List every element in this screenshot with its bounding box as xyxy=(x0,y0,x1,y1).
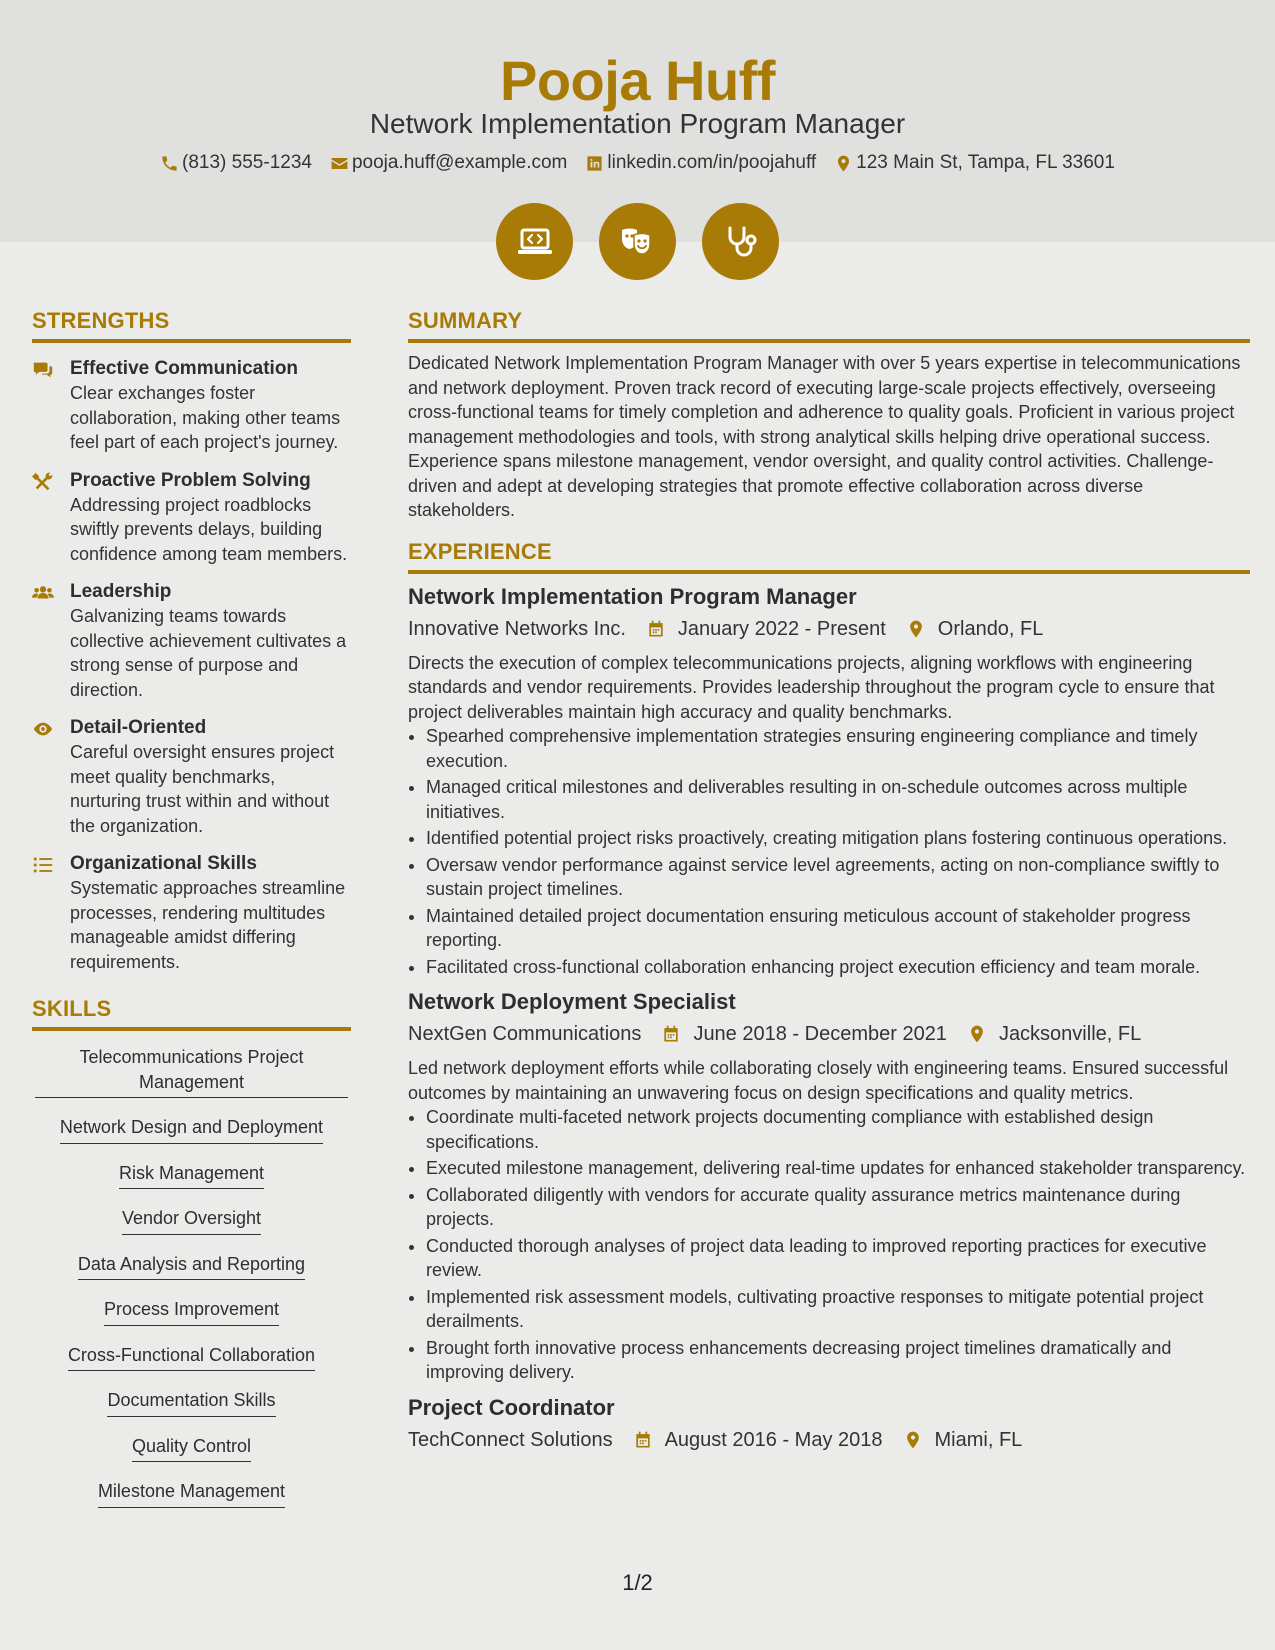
job-bullet: • Identified potential project risks proactively, creating mitigation plans fostering continuous operations. xyxy=(426,826,1250,851)
strength-item xyxy=(32,852,351,974)
candidate-name: Pooja Huff xyxy=(500,49,775,112)
strength-item xyxy=(32,357,351,455)
skill-item: Risk Management xyxy=(119,1161,264,1190)
job-dates: January 2022 - Present xyxy=(677,617,886,640)
job-bullet: • Managed critical milestones and deliverables resulting in on-schedule outcomes across multiple initiatives. xyxy=(426,775,1250,824)
skill-item: Network Design and Deployment xyxy=(60,1115,323,1144)
job-company: Innovative Networks Inc. xyxy=(408,617,626,640)
job-bullets xyxy=(408,724,1250,979)
job-entry xyxy=(408,1393,1250,1455)
skill-item: Process Improvement xyxy=(104,1297,279,1326)
summary-text: Dedicated Network Implementation Program Manager with over 5 years expertise in telecommunications and network deployment. Proven track record of executing large-scale projects effectively, overseeing cross-functional teams for timely completion and adherence to quality goals. Proficient in various project management methodologies and tools, with strong analytical skills helping drive operational success. Experience spans milestone management, vendor oversight, and quality control activities. Challenge-driven and adept at developing strategies that promote effective collaboration across diverse stakeholders. xyxy=(408,353,1241,520)
contact-bar xyxy=(0,152,1275,174)
job-bullet: • Executed milestone management, delivering real-time updates for enhanced stakeholder transparency. xyxy=(426,1156,1250,1181)
job-description: Directs the execution of complex telecommunications projects, aligning workflows with engineering standards and vendor requirements. Provides leadership throughout the program cycle to ensure that project deliverables maintain high accuracy and quality benchmarks. xyxy=(408,652,1215,722)
job-bullet: • Brought forth innovative process enhancements decreasing project timelines dramatically and improving delivery. xyxy=(426,1336,1250,1385)
job-bullet: • Conducted thorough analyses of project data leading to improved reporting practices for executive review. xyxy=(426,1234,1250,1283)
address-text: 123 Main St, Tampa, FL 33601 xyxy=(856,152,1115,173)
job-bullet: • Collaborated diligently with vendors for accurate quality assurance metrics maintenance during projects. xyxy=(426,1183,1250,1232)
job-bullet: • Maintained detailed project documentation ensuring meticulous account of stakeholder progress reporting. xyxy=(426,904,1250,953)
skill-item: Quality Control xyxy=(132,1434,251,1463)
calendar-icon xyxy=(646,619,666,639)
strengths-heading: STRENGTHS xyxy=(32,308,351,343)
strength-name: Effective Communication xyxy=(70,358,299,379)
strength-item xyxy=(32,580,351,702)
laptop-code-icon xyxy=(515,222,555,262)
job-dates: June 2018 - December 2021 xyxy=(693,1023,947,1045)
contact-address xyxy=(834,152,1115,174)
job-company: TechConnect Solutions xyxy=(408,1428,613,1451)
left-column xyxy=(32,308,351,1525)
job-location: Jacksonville, FL xyxy=(998,1023,1142,1045)
skills-heading: SKILLS xyxy=(32,996,351,1031)
job-bullet: • Facilitated cross-functional collaboration enhancing project execution efficiency and team morale. xyxy=(426,955,1250,980)
stethoscope-badge xyxy=(702,203,779,280)
strength-desc: Careful oversight ensures project meet quality benchmarks, nurturing trust within and without the organization. xyxy=(70,742,335,836)
job-dates: August 2016 - May 2018 xyxy=(664,1428,883,1451)
skill-item: Milestone Management xyxy=(98,1479,285,1508)
job-entry xyxy=(408,582,1250,980)
strength-desc: Galvanizing teams towards collective achievement cultivates a strong sense of purpose and direction. xyxy=(70,606,347,700)
strength-name: Detail-Oriented xyxy=(70,717,207,738)
experience-heading: EXPERIENCE xyxy=(408,539,1250,574)
map-pin-icon xyxy=(903,1430,923,1450)
job-meta xyxy=(408,1425,1250,1455)
calendar-icon xyxy=(661,1024,681,1044)
users-icon xyxy=(32,582,54,604)
strength-name: Proactive Problem Solving xyxy=(70,469,311,491)
job-entry xyxy=(408,987,1250,1385)
job-bullet: • Coordinate multi-faceted network projects documenting compliance with established design specifications. xyxy=(426,1105,1250,1154)
candidate-title: Network Implementation Program Manager xyxy=(369,108,906,139)
theater-masks-icon xyxy=(618,222,658,262)
job-title: Network Deployment Specialist xyxy=(408,989,736,1014)
phone-text: (813) 555-1234 xyxy=(182,152,312,173)
theater-masks-badge xyxy=(599,203,676,280)
job-meta xyxy=(408,614,1250,644)
job-bullet: • Spearhed comprehensive implementation strategies ensuring engineering compliance and timely execution. xyxy=(426,724,1250,773)
tools-icon xyxy=(32,471,54,493)
job-title: Network Implementation Program Manager xyxy=(408,583,857,609)
contact-phone[interactable] xyxy=(160,152,312,174)
map-pin-icon xyxy=(967,1024,987,1044)
interest-badges xyxy=(0,203,1275,280)
skill-item: Documentation Skills xyxy=(107,1388,275,1417)
strength-item xyxy=(32,469,351,567)
skills-list xyxy=(32,1045,351,1525)
map-pin-icon xyxy=(834,154,853,173)
job-meta xyxy=(408,1019,1250,1049)
skill-item: Data Analysis and Reporting xyxy=(78,1252,305,1281)
strength-item xyxy=(32,716,351,838)
strength-desc: Clear exchanges foster collaboration, making other teams feel part of each project's journey. xyxy=(70,383,341,452)
strength-name: Leadership xyxy=(70,581,172,602)
envelope-icon xyxy=(330,154,349,173)
job-bullets xyxy=(408,1105,1250,1385)
laptop-code-badge xyxy=(496,203,573,280)
email-text: pooja.huff@example.com xyxy=(351,152,568,173)
list-icon xyxy=(32,854,54,876)
page-number: 1/2 xyxy=(622,1570,653,1595)
calendar-icon xyxy=(633,1430,653,1450)
phone-icon xyxy=(160,154,179,173)
linkedin-text: linkedin.com/in/poojahuff xyxy=(607,152,817,173)
skill-item: Telecommunications Project Management xyxy=(35,1045,348,1098)
job-title: Project Coordinator xyxy=(408,1394,615,1420)
right-column xyxy=(408,308,1250,1455)
strength-desc: Addressing project roadblocks swiftly prevents delays, building confidence among team members. xyxy=(70,494,348,564)
comments-icon xyxy=(32,359,54,381)
skill-item: Cross-Functional Collaboration xyxy=(68,1343,315,1372)
job-location: Orlando, FL xyxy=(937,617,1044,640)
skill-item: Vendor Oversight xyxy=(122,1206,261,1235)
strength-desc: Systematic approaches streamline processes, rendering multitudes manageable amidst differing requirements. xyxy=(70,878,346,972)
eye-icon xyxy=(32,718,54,740)
job-location: Miami, FL xyxy=(934,1428,1023,1451)
job-bullet: • Implemented risk assessment models, cultivating proactive responses to mitigate potential project derailments. xyxy=(426,1285,1250,1334)
contact-linkedin[interactable] xyxy=(585,152,816,174)
stethoscope-icon xyxy=(721,222,761,262)
linkedin-icon xyxy=(585,154,604,173)
summary-heading: SUMMARY xyxy=(408,308,1250,343)
job-bullet: • Oversaw vendor performance against service level agreements, acting on non-compliance swiftly to sustain project timelines. xyxy=(426,853,1250,902)
job-company: NextGen Communications xyxy=(408,1023,642,1045)
map-pin-icon xyxy=(906,619,926,639)
job-description: Led network deployment efforts while collaborating closely with engineering teams. Ensured successful outcomes by maintaining an unwavering focus on design specifications and quality metrics. xyxy=(408,1058,1229,1103)
strength-name: Organizational Skills xyxy=(70,853,257,874)
contact-email[interactable] xyxy=(330,152,567,174)
